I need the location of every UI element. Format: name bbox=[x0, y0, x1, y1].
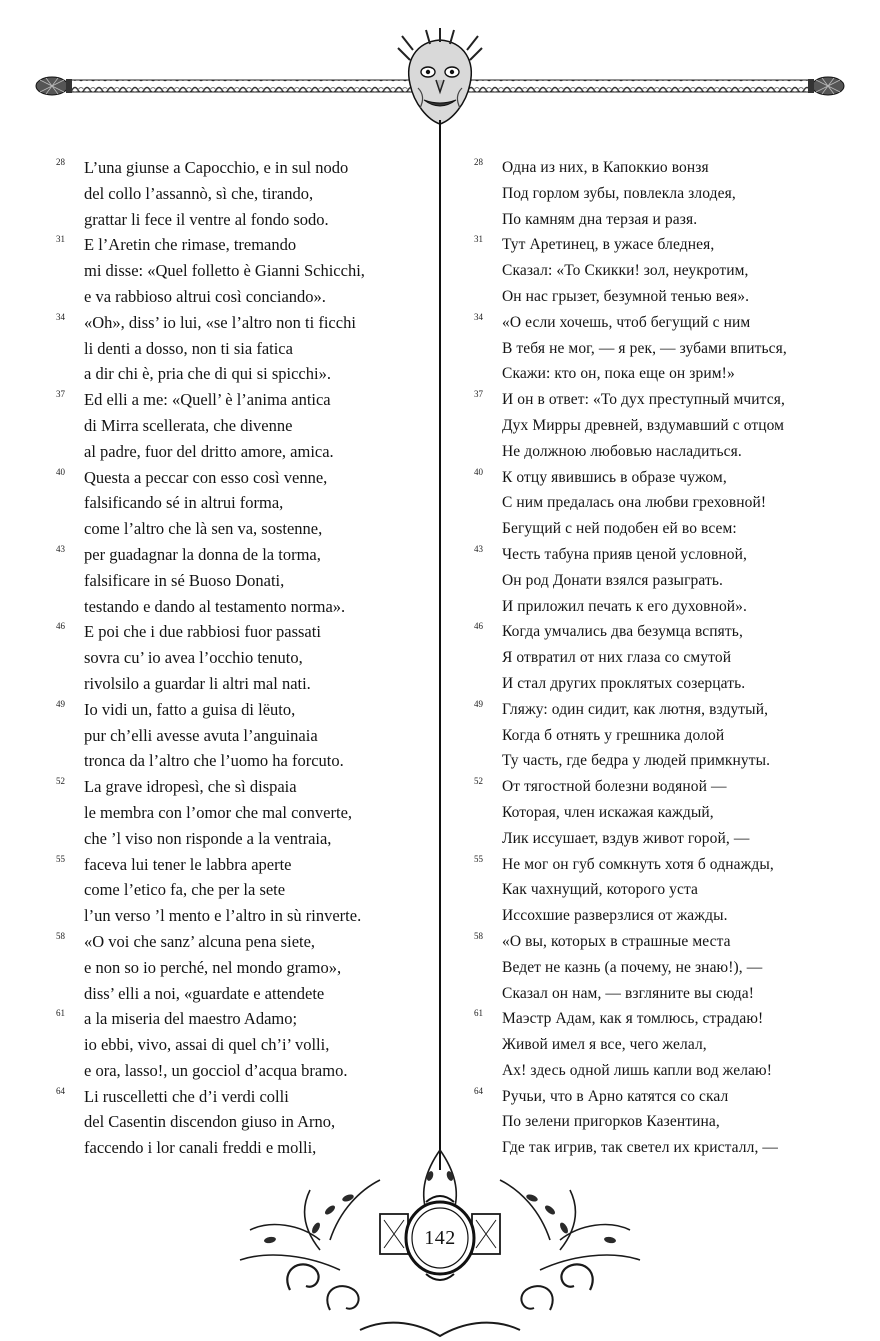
verse-number: 52 bbox=[56, 776, 65, 787]
verse-line: Под горлом зубы, повлекла злодея, bbox=[502, 184, 736, 202]
russian-tercet bbox=[474, 774, 854, 851]
verse-line: Гляжу: один сидит, как лютня, вздутый, bbox=[502, 700, 769, 718]
verse-number: 52 bbox=[474, 776, 483, 787]
verse-number: 40 bbox=[56, 466, 65, 477]
verse-line: e ora, lasso!, un gocciol d’acqua bramo. bbox=[84, 1060, 348, 1080]
russian-tercet bbox=[474, 929, 854, 1006]
verse-line: Скажи: кто он, пока еще он зрим!» bbox=[502, 365, 735, 383]
verse-line: le membra con l’omor che mal converte, bbox=[84, 802, 353, 822]
russian-tercet bbox=[474, 1006, 854, 1083]
header-ornament bbox=[0, 0, 880, 140]
italian-tercet bbox=[56, 929, 426, 1006]
verse-line: grattar li fece il ventre al fondo sodo. bbox=[84, 209, 329, 229]
verse-number: 34 bbox=[474, 311, 483, 322]
verse-line: e va rabbioso altrui così conciando». bbox=[84, 286, 326, 306]
italian-tercet bbox=[56, 852, 426, 929]
verse-line: К отцу явившись в образе чужом, bbox=[502, 468, 727, 486]
verse-line: С ним предалась она любви греховной! bbox=[502, 494, 767, 512]
verse-line: От тягостной болезни водяной — bbox=[502, 778, 727, 796]
page-number: 142 bbox=[424, 1227, 456, 1249]
verse-number: 61 bbox=[56, 1008, 65, 1019]
verse-line: diss’ elli a noi, «guardate e attendete bbox=[84, 983, 325, 1003]
verse-number: 43 bbox=[56, 543, 65, 554]
verse-line: «О вы, которых в страшные места bbox=[502, 932, 731, 950]
italian-tercet bbox=[56, 697, 426, 774]
verse-number: 64 bbox=[474, 1085, 483, 1096]
verse-line: mi disse: «Quel folletto è Gianni Schicchi, bbox=[84, 261, 365, 281]
verse-line: Ах! здесь одной лишь капли вод желаю! bbox=[502, 1061, 772, 1079]
grotesque-mask-icon bbox=[398, 28, 482, 124]
verse-line: del collo l’assannò, sì che, tirando, bbox=[84, 183, 314, 203]
verse-line: Где так игрив, так светел их кристалл, — bbox=[502, 1139, 779, 1157]
verse-line: come l’altro che là sen va, sostenne, bbox=[84, 519, 323, 539]
verse-line: Ту часть, где бедра у людей примкнуты. bbox=[502, 752, 771, 770]
verse-line: Я отвратил от них глаза со смутой bbox=[502, 649, 732, 667]
verse-number: 31 bbox=[56, 234, 65, 245]
verse-number: 55 bbox=[474, 853, 483, 864]
verse-line: Io vidi un, fatto a guisa di lëuto, bbox=[84, 699, 296, 719]
verse-line: Честь табуна прияв ценой условной, bbox=[502, 545, 747, 563]
verse-number: 49 bbox=[474, 698, 483, 709]
verse-number: 46 bbox=[56, 621, 65, 632]
verse-line: falsificando sé in altrui forma, bbox=[84, 493, 284, 513]
verse-line: Ed elli a me: «Quell’ è l’anima antica bbox=[84, 390, 331, 410]
russian-tercet bbox=[474, 852, 854, 929]
russian-tercet bbox=[474, 697, 854, 774]
italian-tercet bbox=[56, 542, 426, 619]
verse-line: E poi che i due rabbiosi fuor passati bbox=[84, 622, 321, 642]
verse-line: И он в ответ: «То дух преступный мчится, bbox=[502, 391, 785, 409]
russian-tercet bbox=[474, 465, 854, 542]
russian-text-column bbox=[474, 155, 854, 1161]
verse-line: Сказал: «То Скикки! зол, неукротим, bbox=[502, 262, 749, 280]
verse-line: La grave idropesì, che sì dispaia bbox=[84, 777, 297, 797]
verse-line: «O voi che sanz’ alcuna pena siete, bbox=[84, 931, 316, 951]
verse-line: «Oh», diss’ io lui, «se l’altro non ti ficchi bbox=[84, 312, 356, 332]
italian-tercet bbox=[56, 465, 426, 542]
verse-number: 31 bbox=[474, 234, 483, 245]
verse-line: Сказал он нам, — взгляните вы сюда! bbox=[502, 984, 754, 1002]
verse-line: Маэстр Адам, как я томлюсь, страдаю! bbox=[502, 1010, 764, 1028]
verse-line: Бегущий с ней подобен ей во всем: bbox=[502, 520, 737, 538]
verse-line: che ’l viso non risponde a la ventraia, bbox=[84, 828, 332, 848]
verse-number: 37 bbox=[474, 389, 483, 400]
verse-number: 61 bbox=[474, 1008, 483, 1019]
verse-line: testando e dando al testamento norma». bbox=[84, 596, 346, 616]
verse-line: По зелени пригорков Казентина, bbox=[502, 1113, 720, 1131]
italian-tercet bbox=[56, 619, 426, 696]
verse-line: sovra cu’ io avea l’occhio tenuto, bbox=[84, 648, 303, 668]
verse-line: come l’etico fa, che per la sete bbox=[84, 880, 286, 900]
verse-line: faccendo i lor canali freddi e molli, bbox=[84, 1138, 317, 1158]
verse-line: L’una giunse a Capocchio, e in sul nodo bbox=[84, 158, 349, 177]
verse-line: l’un verso ’l mento e l’altro in sù rinverte. bbox=[84, 906, 362, 926]
verse-line: li denti a dosso, non ti sia fatica bbox=[84, 338, 293, 358]
italian-tercet bbox=[56, 232, 426, 309]
verse-line: Он нас грызет, безумной тенью вея». bbox=[502, 287, 750, 305]
verse-line: Которая, член искажая каждый, bbox=[502, 803, 714, 821]
verse-number: 58 bbox=[474, 930, 483, 941]
column-divider bbox=[436, 120, 444, 1170]
verse-line: faceva lui tener le labbra aperte bbox=[84, 854, 292, 874]
verse-line: Он род Донати взялся разыграть. bbox=[502, 571, 723, 589]
verse-number: 64 bbox=[56, 1085, 65, 1096]
verse-line: per guadagnar la donna de la torma, bbox=[84, 544, 321, 564]
left-acorn-finial-icon bbox=[36, 77, 72, 95]
verse-number: 49 bbox=[56, 698, 65, 709]
italian-tercet bbox=[56, 1006, 426, 1083]
verse-line: Когда умчались два безумца вспять, bbox=[502, 623, 743, 641]
verse-number: 34 bbox=[56, 311, 65, 322]
verse-line: del Casentin discendon giuso in Arno, bbox=[84, 1112, 336, 1132]
verse-line: Иссохшие разверзлися от жажды. bbox=[502, 907, 728, 925]
russian-tercet bbox=[474, 155, 854, 232]
russian-tercet bbox=[474, 387, 854, 464]
verse-line: Лик иссушает, вздув живот горой, — bbox=[502, 829, 750, 847]
right-acorn-finial-icon bbox=[808, 77, 844, 95]
verse-line: e non so io perché, nel mondo gramo», bbox=[84, 957, 342, 977]
verse-line: falsificare in sé Buoso Donati, bbox=[84, 570, 285, 590]
verse-line: a la miseria del maestro Adamo; bbox=[84, 1009, 298, 1029]
verse-line: Живой имел я все, чего желал, bbox=[502, 1036, 707, 1054]
verse-line: Ручьи, что в Арно катятся со скал bbox=[502, 1087, 729, 1105]
verse-line: di Mirra scellerata, che divenne bbox=[84, 415, 293, 435]
verse-line: Как чахнущий, которого уста bbox=[502, 881, 699, 899]
verse-line: По камням дна терзая и разя. bbox=[502, 210, 698, 228]
verse-line: И приложил печать к его духовной». bbox=[502, 597, 748, 615]
verse-number: 37 bbox=[56, 389, 65, 400]
verse-number: 43 bbox=[474, 543, 483, 554]
verse-line: a dir chi è, pria che di qui si spicchi». bbox=[84, 364, 331, 384]
italian-tercet bbox=[56, 310, 426, 387]
verse-line: tronca da l’altro che l’uomo ha forcuto. bbox=[84, 751, 344, 771]
verse-line: Не должною любовью насладиться. bbox=[502, 442, 742, 460]
verse-line: al padre, fuor del dritto amore, amica. bbox=[84, 441, 334, 461]
russian-tercet bbox=[474, 310, 854, 387]
verse-line: io ebbi, vivo, assai di quel ch’i’ volli, bbox=[84, 1035, 330, 1055]
verse-number: 55 bbox=[56, 853, 65, 864]
russian-tercet bbox=[474, 542, 854, 619]
verse-number: 58 bbox=[56, 930, 65, 941]
italian-tercet bbox=[56, 774, 426, 851]
verse-number: 40 bbox=[474, 466, 483, 477]
verse-line: Не мог он губ сомкнуть хотя б однажды, bbox=[502, 855, 774, 873]
verse-number: 28 bbox=[474, 157, 483, 167]
verse-line: Ведет не казнь (а почему, не знаю!), — bbox=[502, 958, 763, 976]
verse-line: Одна из них, в Капоккио вонзя bbox=[502, 159, 709, 176]
verse-line: Li ruscelletti che d’i verdi colli bbox=[84, 1086, 289, 1106]
verse-line: Тут Аретинец, в ужасе бледнея, bbox=[502, 236, 715, 254]
italian-tercet bbox=[56, 387, 426, 464]
verse-line: И стал других проклятых созерцать. bbox=[502, 674, 746, 692]
verse-line: «О если хочешь, чтоб бегущий с ним bbox=[502, 313, 751, 331]
italian-tercet bbox=[56, 155, 426, 232]
verse-line: Когда б отнять у грешника долой bbox=[502, 726, 725, 744]
verse-line: pur ch’elli avesse avuta l’anguinaia bbox=[84, 725, 318, 745]
russian-tercet bbox=[474, 619, 854, 696]
verse-line: E l’Aretin che rimase, tremando bbox=[84, 235, 297, 255]
verse-line: rivolsilo a guardar li altri mal nati. bbox=[84, 673, 311, 693]
italian-text-column bbox=[56, 155, 426, 1161]
verse-line: В тебя не мог, — я рек, — зубами впиться, bbox=[502, 339, 787, 357]
verse-line: Questa a peccar con esso così venne, bbox=[84, 467, 328, 487]
russian-tercet bbox=[474, 232, 854, 309]
verse-number: 46 bbox=[474, 621, 483, 632]
verse-line: Дух Мирры древней, вздумавший с отцом bbox=[502, 416, 785, 434]
verse-number: 28 bbox=[56, 157, 65, 167]
